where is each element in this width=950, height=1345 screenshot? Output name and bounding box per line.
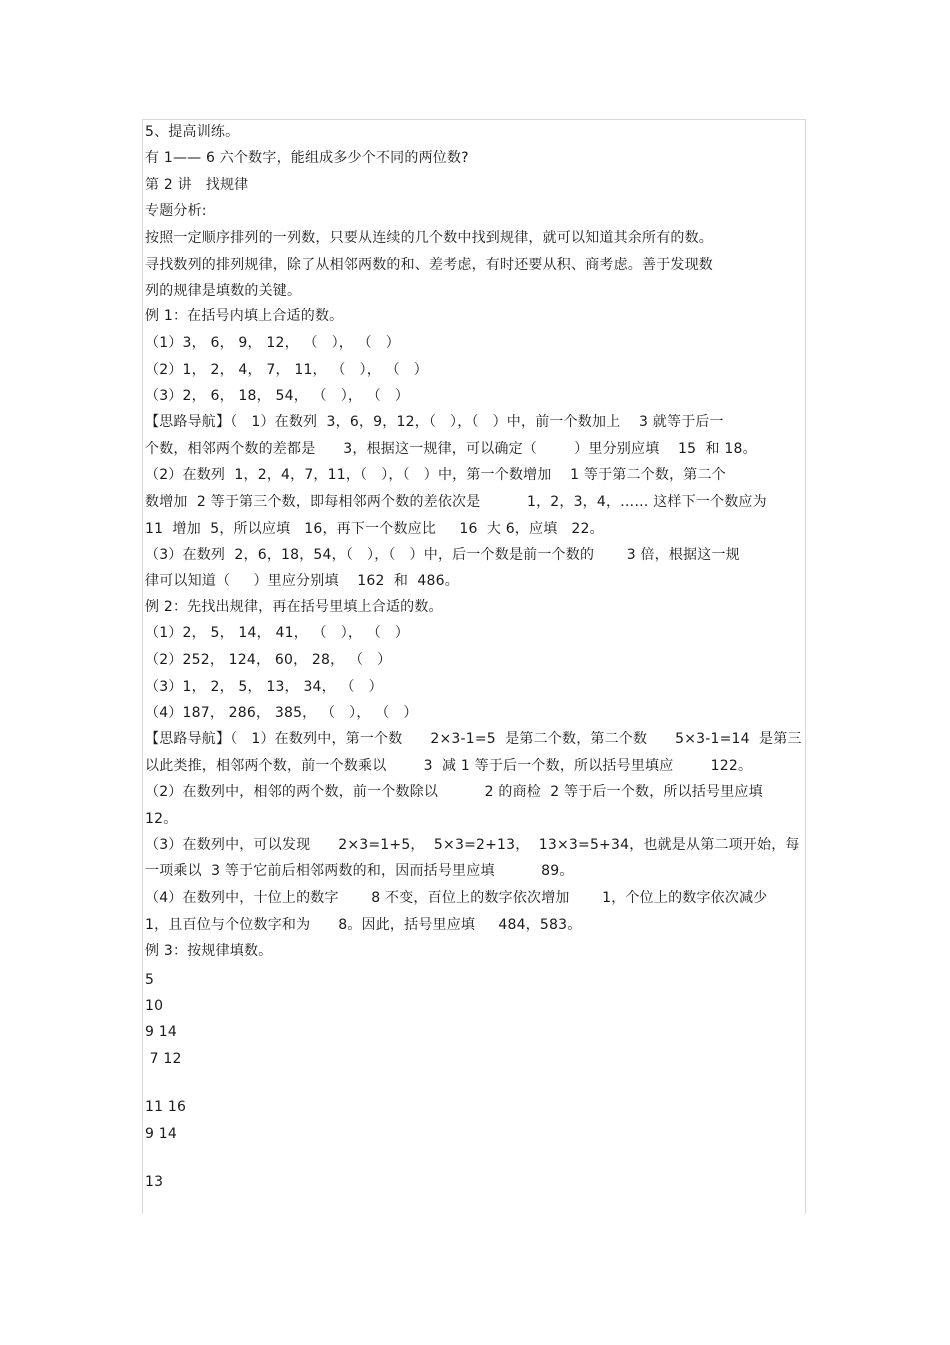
pattern-number: 13 [145,1174,164,1190]
pattern-number: 5 [145,972,155,988]
pattern-number: 7 12 [145,1051,182,1067]
solution-line: 【思路导航】（ 1）在数列 3，6，9，12，（ ），（ ）中，前一个数加上 3 就等于后一 [145,414,724,430]
lecture-title: 第 2 讲 找规律 [145,177,249,193]
example-item: （3）1， 2， 5， 13， 34， （ ） [145,679,383,695]
solution-line: 12。 [145,811,178,827]
solution-line: 11 增加 5，所以应填 16，再下一个数应比 16 大 6，应填 22。 [145,521,604,537]
solution-line: （3）在数列 2，6，18，54，（ ），（ ）中，后一个数是前一个数的 3 倍，根据这一规 [145,547,740,563]
solution-line: （2）在数列中，相邻的两个数，前一个数除以 2 的商检 2 等于后一个数，所以括号里应填 [145,784,763,800]
exercise-question: 有 1—— 6 六个数字，能组成多少个不同的两位数? [145,150,469,166]
solution-line: （3）在数列中，可以发现 2×3=1+5， 5×3=2+13， 13×3=5+34，也就是从第二项开始，每 [145,837,800,853]
solution-line: 【思路导航】（ 1）在数列中，第一个数 2×3-1=5 是第二个数，第二个数 5×3-1=14 是第三 [145,731,802,747]
topic-analysis-heading: 专题分析: [145,203,207,219]
paragraph-line: 按照一定顺序排列的一列数，只要从连续的几个数中找到规律，就可以知道其余所有的数。 [145,230,713,246]
example-item: （1）2， 5， 14， 41， （ ）， （ ） [145,625,410,641]
solution-line: 数增加 2 等于第三个数，即每相邻两个数的差依次是 1，2，3，4，…… 这样下一个数应为 [145,494,767,510]
example-2-heading: 例 2：先找出规律，再在括号里填上合适的数。 [145,599,443,615]
solution-line: （2）在数列 1，2，4，7，11，（ ），（ ）中，第一个数增加 1 等于第二个数，第二个 [145,467,726,483]
solution-line: 1，且百位与个位数字和为 8。因此，括号里应填 484，583。 [145,917,582,933]
pattern-number: 11 16 [145,1099,187,1115]
pattern-number: 9 14 [145,1024,177,1040]
example-3-heading: 例 3：按规律填数。 [145,943,273,959]
paragraph-line: 寻找数列的排列规律，除了从相邻两数的和、差考虑，有时还要从积、商考虑。善于发现数 [145,257,713,273]
pattern-number: 10 [145,998,164,1014]
example-1-heading: 例 1：在括号内填上合适的数。 [145,308,344,324]
solution-line: 个数，相邻两个数的差都是 3，根据这一规律，可以确定（ ）里分别应填 15 和 18。 [145,441,757,457]
solution-line: 律可以知道（ ）里应分别填 162 和 486。 [145,573,459,589]
example-item: （2）252， 124， 60， 28， （ ） [145,652,392,668]
solution-line: （4）在数列中，十位上的数字 8 不变，百位上的数字依次增加 1，个位上的数字依次减少 [145,890,768,906]
paragraph-line: 列的规律是填数的关键。 [145,283,302,299]
solution-line: 以此类推，相邻两个数，前一个数乘以 3 减 1 等于后一个数，所以括号里填应 122。 [145,758,753,774]
solution-line: 一项乘以 3 等于它前后相邻两数的和，因而括号里应填 89。 [145,863,574,879]
pattern-number: 9 14 [145,1126,177,1142]
example-item: （3）2， 6， 18， 54， （ ）， （ ） [145,388,410,404]
example-item: （2）1， 2， 4， 7， 11， （ ）， （ ） [145,362,428,378]
example-item: （1）3， 6， 9， 12， （ ）， （ ） [145,335,400,351]
section-heading: 5、提高训练。 [145,124,240,140]
example-item: （4）187， 286， 385， （ ）， （ ） [145,705,418,721]
